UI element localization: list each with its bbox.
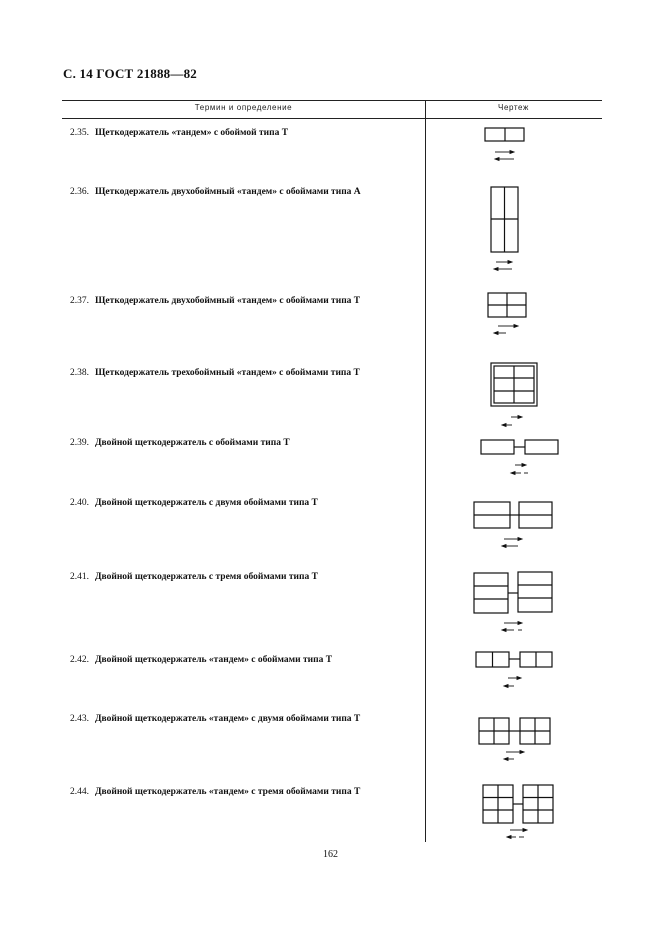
term-text: Двойной щеткодержатель с обоймами типа Т (95, 438, 290, 448)
term-row (70, 437, 420, 449)
page-number: 162 (323, 849, 338, 860)
brush-holder-drawing (426, 783, 602, 843)
term-row (70, 127, 420, 139)
brush-holder-drawing (426, 435, 602, 480)
term-number: 2.37. (70, 296, 89, 306)
column-header-term: Термин и определение (194, 103, 293, 112)
term-text: Щеткодержатель трехобоймный «тандем» с обоймами типа Т (95, 368, 360, 378)
brush-holder-drawing (426, 361, 602, 433)
brush-holder-drawing (426, 500, 602, 555)
term-row (70, 713, 420, 725)
term-number: 2.36. (70, 187, 89, 197)
term-number: 2.38. (70, 368, 89, 378)
drawing-2-35 (426, 124, 602, 164)
term-number: 2.42. (70, 655, 89, 665)
term-number: 2.39. (70, 438, 89, 448)
term-text: Двойной щеткодержатель с двумя обоймами типа Т (95, 498, 318, 508)
drawing-2-43 (426, 714, 602, 766)
page-header: С. 14 ГОСТ 21888—82 (63, 66, 197, 81)
drawing-2-44 (426, 783, 602, 843)
term-number: 2.35. (70, 128, 89, 138)
term-row (70, 497, 420, 509)
term-text: Щеткодержатель двухобоймный «тандем» с обоймами типа Т (95, 296, 361, 306)
term-row (70, 654, 420, 666)
term-row (70, 786, 420, 798)
drawing-2-37 (426, 290, 602, 340)
brush-holder-drawing (426, 647, 602, 692)
term-number: 2.40. (70, 498, 89, 508)
term-number: 2.44. (70, 787, 89, 797)
term-number: 2.41. (70, 572, 89, 582)
drawing-2-39 (426, 435, 602, 480)
term-text: Щеткодержатель двухобоймный «тандем» с обоймами типа А (95, 187, 361, 197)
term-text: Двойной щеткодержатель «тандем» с двумя обоймами типа Т (95, 714, 361, 724)
brush-holder-drawing (426, 569, 602, 635)
brush-holder-drawing (426, 124, 602, 164)
term-text: Двойной щеткодержатель «тандем» с обоймами типа Т (95, 655, 333, 665)
term-row (70, 571, 420, 583)
term-text: Двойной щеткодержатель «тандем» с тремя обоймами типа Т (95, 787, 361, 797)
term-row (70, 186, 420, 198)
brush-holder-drawing (426, 290, 602, 340)
drawing-2-41 (426, 569, 602, 635)
brush-holder-drawing (426, 714, 602, 766)
term-number: 2.43. (70, 714, 89, 724)
drawing-2-42 (426, 647, 602, 692)
drawing-2-38 (426, 361, 602, 433)
term-row (70, 295, 420, 307)
table-top-rule (62, 100, 602, 101)
drawing-2-40 (426, 500, 602, 555)
brush-holder-drawing (426, 184, 602, 274)
drawing-2-36 (426, 184, 602, 274)
column-header-drawing: Чертеж (498, 103, 529, 112)
term-text: Двойной щеткодержатель с тремя обоймами типа Т (95, 572, 318, 582)
term-row (70, 367, 420, 379)
table-header-rule (62, 118, 602, 119)
term-text: Щеткодержатель «тандем» с обоймой типа Т (95, 128, 289, 138)
